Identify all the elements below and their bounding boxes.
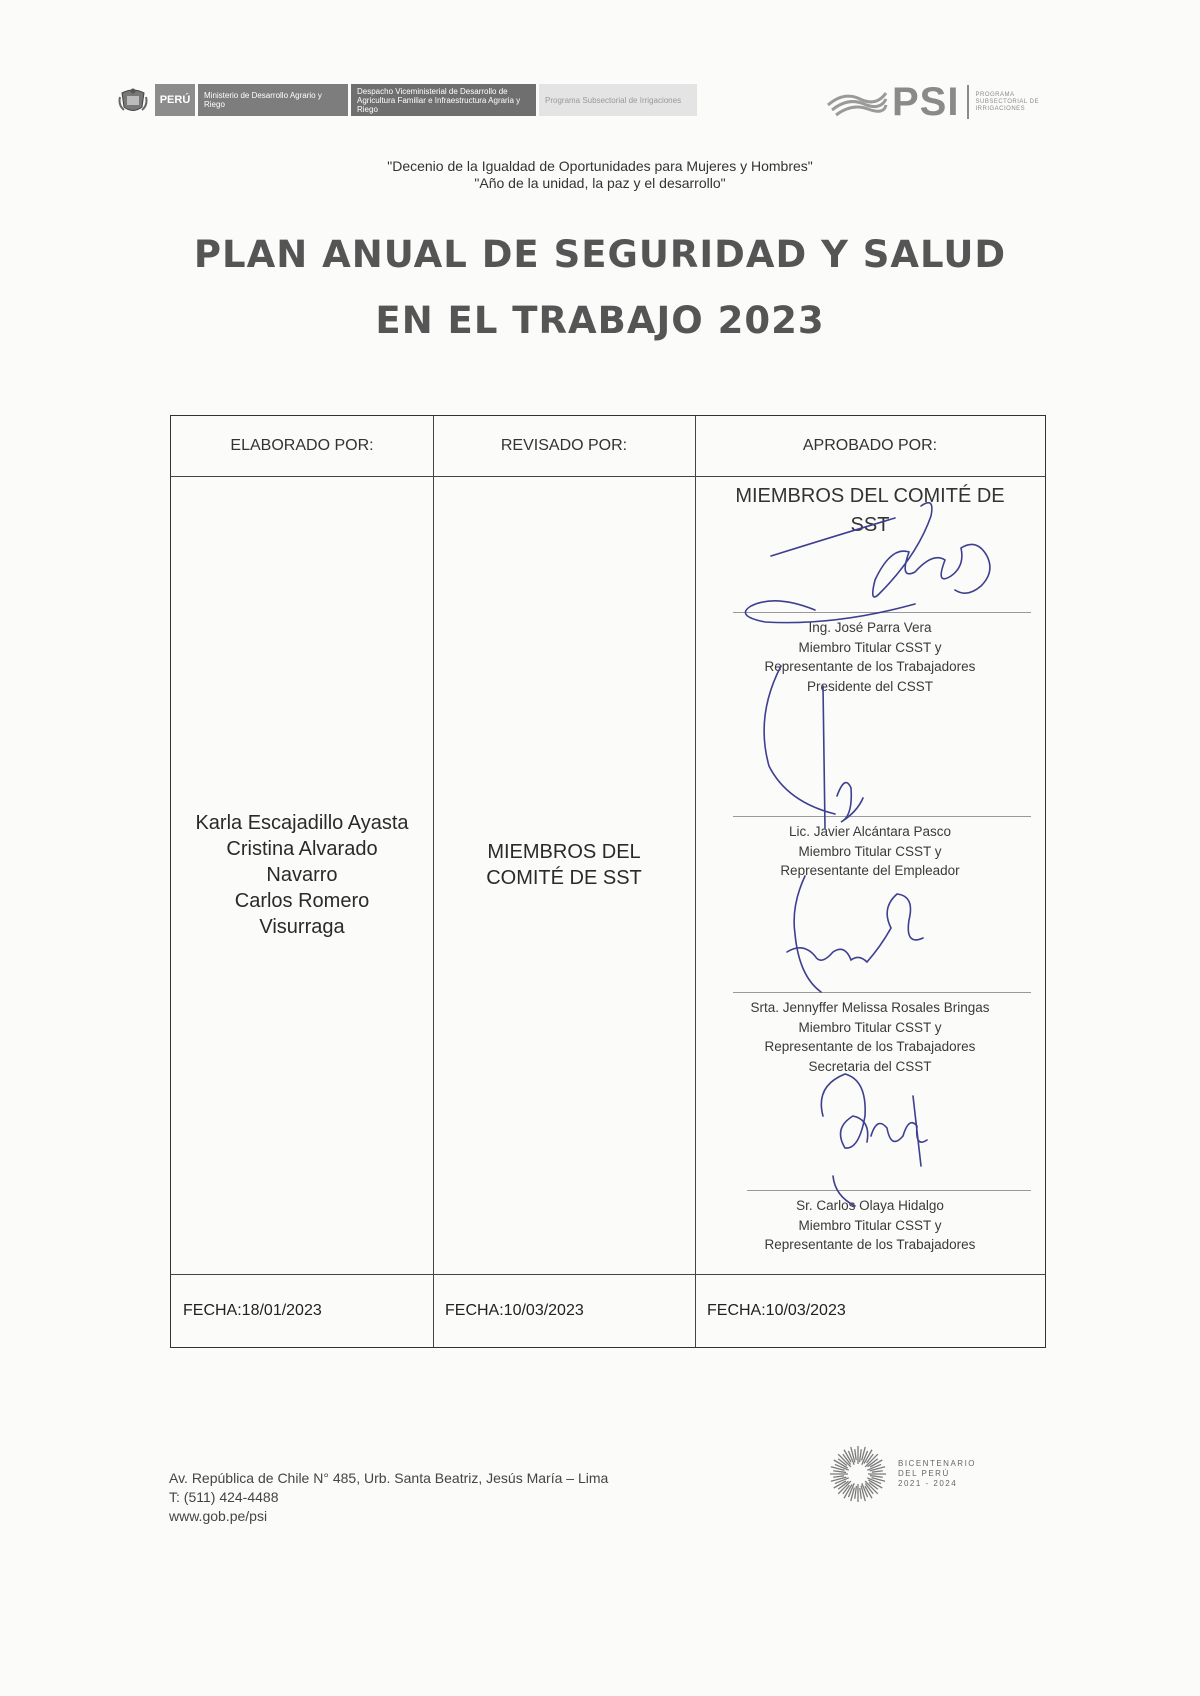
motto-year: "Año de la unidad, la paz y el desarrollo"	[474, 175, 726, 191]
approver-title-line: MIEMBROS DEL COMITÉ DE	[735, 485, 1005, 507]
signature-3-stroke	[787, 876, 923, 992]
sunburst-ray	[833, 1471, 846, 1473]
bicentennial-years: 2021 - 2024	[898, 1479, 958, 1488]
date-prepared: FECHA:18/01/2023	[183, 1301, 322, 1319]
preparer-line: Navarro	[266, 864, 338, 886]
member-2-block	[695, 822, 1045, 881]
header-prepared-by: ELABORADO POR:	[230, 437, 374, 454]
bicentennial-sunburst-icon	[826, 1442, 890, 1506]
psi-logo	[826, 82, 1039, 122]
reviewed-by-cell	[433, 476, 695, 1274]
bicentennial-line-2: DEL PERÚ	[898, 1469, 950, 1478]
member-4-block	[695, 1196, 1045, 1255]
header-approved-by: APROBADO POR:	[802, 437, 938, 454]
sunburst-ray	[870, 1476, 883, 1478]
member-3-block	[695, 998, 1045, 1076]
preparer-line: Visurraga	[259, 916, 345, 938]
sunburst-ray	[833, 1476, 844, 1477]
prepared-by-cell	[171, 476, 433, 1274]
footer-website[interactable]: www.gob.pe/psi	[169, 1508, 268, 1524]
psi-logo-separator	[967, 85, 969, 119]
member-name: Sr. Carlos Olaya Hidalgo	[796, 1198, 944, 1213]
document-title-line-1: PLAN ANUAL DE SEGURIDAD Y SALUD	[193, 233, 1007, 276]
approval-table	[170, 415, 1046, 1348]
program-label: Programa Subsectorial de Irrigaciones	[539, 84, 697, 116]
member-represents: Representante de los Trabajadores	[764, 1039, 976, 1054]
date-approved: FECHA:10/03/2023	[707, 1301, 846, 1319]
header-reviewed-by: REVISADO POR:	[500, 437, 628, 454]
member-role: Miembro Titular CSST y	[798, 843, 942, 859]
signature-line	[733, 992, 1031, 993]
bicentennial-logo	[826, 1442, 976, 1506]
ministry-label: Ministerio de Desarrollo Agrario y Riego	[198, 84, 348, 116]
member-position: Secretaria del CSST	[808, 1058, 932, 1074]
footer-phone: T: (511) 424-4488	[169, 1489, 279, 1505]
signature-4-stroke	[821, 1074, 927, 1206]
approver-committee-title	[695, 482, 1045, 540]
preparer-line: Carlos Romero	[234, 890, 370, 912]
member-represents: Representante de los Trabajadores	[764, 1237, 976, 1252]
member-role: Miembro Titular CSST y	[798, 639, 942, 655]
member-name: Srta. Jennyffer Melissa Rosales Bringas	[750, 1000, 990, 1015]
member-role: Miembro Titular CSST y	[798, 1217, 942, 1233]
reviewer-line: MIEMBROS DEL	[487, 841, 641, 863]
water-waves-icon	[826, 85, 888, 119]
footer-address: Av. República de Chile N° 485, Urb. Santa Beatriz, Jesús María – Lima	[169, 1470, 609, 1486]
signature-line	[733, 816, 1031, 817]
national-coat-of-arms-icon	[118, 85, 148, 115]
document-title	[0, 222, 1200, 354]
motto-decade: "Decenio de la Igualdad de Oportunidades para Mujeres y Hombres"	[387, 158, 813, 174]
member-position: Presidente del CSST	[806, 678, 934, 694]
psi-logo-subtitle: PROGRAMA SUBSECTORIAL DE IRRIGACIONES	[975, 91, 1039, 112]
member-1-block	[695, 618, 1045, 696]
signature-line	[733, 612, 1031, 613]
document-title-line-2: EN EL TRABAJO 2023	[375, 299, 825, 342]
government-banner	[118, 84, 697, 116]
date-reviewed: FECHA:10/03/2023	[445, 1301, 584, 1319]
member-role: Miembro Titular CSST y	[798, 1019, 942, 1035]
member-represents: Representante de los Trabajadores	[764, 659, 976, 674]
approver-title-line: SST	[850, 514, 890, 536]
sunburst-ray	[855, 1486, 857, 1499]
signature-line	[747, 1190, 1031, 1191]
sunburst-ray	[860, 1488, 861, 1499]
sunburst-ray	[872, 1471, 883, 1472]
official-mottos	[0, 158, 1200, 192]
bicentennial-line-1: BICENTENARIO	[898, 1459, 977, 1468]
psi-logo-text: PSI	[892, 80, 960, 124]
member-name: Lic. Javier Alcántara Pasco	[788, 824, 952, 839]
sunburst-ray	[860, 1449, 862, 1462]
reviewer-line: COMITÉ DE SST	[486, 867, 642, 889]
peru-label: PERÚ	[155, 84, 195, 116]
preparer-line: Cristina Alvarado	[226, 838, 378, 860]
member-represents: Representante del Empleador	[780, 863, 960, 878]
footer-contact	[169, 1469, 608, 1526]
member-name: Ing. José Parra Vera	[808, 620, 932, 635]
sunburst-ray	[855, 1449, 856, 1460]
preparer-line: Karla Escajadillo Ayasta	[195, 812, 409, 834]
vice-ministry-label: Despacho Viceministerial de Desarrollo de Agricultura Familiar e Infraestructura Agraria y Riego	[351, 84, 536, 116]
approved-by-cell	[695, 476, 1045, 1274]
